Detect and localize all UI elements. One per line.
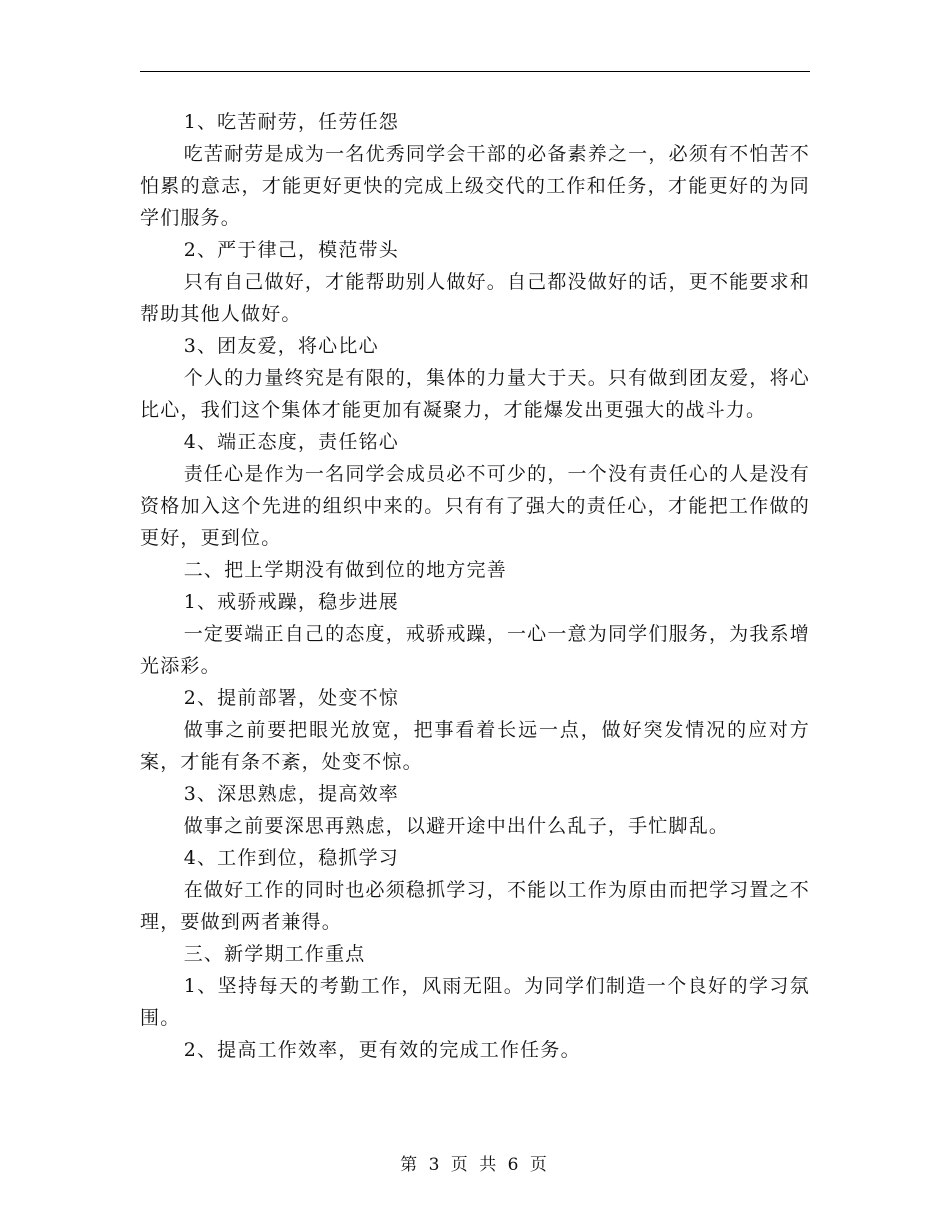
paragraph: 个人的力量终究是有限的，集体的力量大于天。只有做到团友爱，将心比心，我们这个集体才能更加有凝聚力，才能爆发出更强大的战斗力。 xyxy=(140,367,810,421)
paragraph: 责任心是作为一名同学会成员必不可少的，一个没有责任心的人是没有资格加入这个先进的组织中来的。只有有了强大的责任心，才能把工作做的更好，更到位。 xyxy=(140,463,810,549)
heading-2-plan-ahead: 2、提前部署，处变不惊 xyxy=(183,687,399,709)
paragraph: 在做好工作的同时也必须稳抓学习，不能以工作为原由而把学习置之不理，要做到两者兼得。 xyxy=(140,879,810,933)
section-heading-new-term: 三、新学期工作重点 xyxy=(183,943,366,965)
paragraph: 做事之前要深思再熟虑，以避开途中出什么乱子，手忙脚乱。 xyxy=(183,815,730,837)
paragraph: 吃苦耐劳是成为一名优秀同学会干部的必备素养之一，必须有不怕苦不怕累的意志，才能更好更快的完成上级交代的工作和任务，才能更好的为同学们服务。 xyxy=(140,143,810,229)
heading-4-study: 4、工作到位，稳抓学习 xyxy=(183,847,399,869)
header-rule xyxy=(140,71,810,72)
paragraph: 一定要端正自己的态度，戒骄戒躁，一心一意为同学们服务，为我系增光添彩。 xyxy=(140,623,810,677)
heading-3-unity: 3、团友爱，将心比心 xyxy=(183,335,379,357)
heading-3-efficiency: 3、深思熟虑，提高效率 xyxy=(183,783,399,805)
list-item-efficiency: 2、提高工作效率，更有效的完成工作任务。 xyxy=(183,1039,581,1061)
document-body xyxy=(140,106,810,1066)
heading-2-self-discipline: 2、严于律己，模范带头 xyxy=(183,239,399,261)
heading-1-steady-progress: 1、戒骄戒躁，稳步进展 xyxy=(183,591,399,613)
paragraph: 做事之前要把眼光放宽，把事看着长远一点，做好突发情况的应对方案，才能有条不紊，处变不惊。 xyxy=(140,719,810,773)
heading-1-hardworking: 1、吃苦耐劳，任劳任怨 xyxy=(183,111,399,133)
paragraph: 只有自己做好，才能帮助别人做好。自己都没做好的话，更不能要求和帮助其他人做好。 xyxy=(140,271,810,325)
heading-4-attitude: 4、端正态度，责任铭心 xyxy=(183,431,399,453)
list-item-attendance: 1、坚持每天的考勤工作，风雨无阻。为同学们制造一个良好的学习氛围。 xyxy=(140,975,810,1029)
section-heading-improve: 二、把上学期没有做到位的地方完善 xyxy=(183,559,507,581)
page-number-footer: 第 3 页 共 6 页 xyxy=(400,1155,550,1175)
